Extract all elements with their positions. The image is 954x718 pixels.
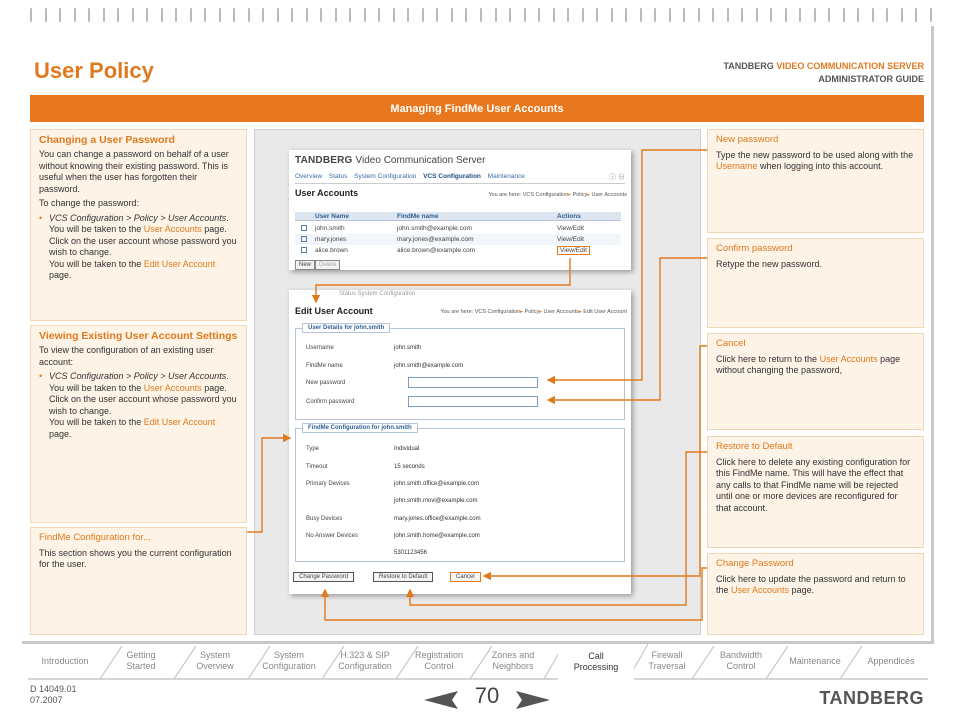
logo-product: Video Communication Server: [355, 155, 486, 166]
step-text: Click on the user account whose password you wish to change.: [49, 394, 237, 416]
user-accounts-link[interactable]: User Accounts: [731, 585, 790, 595]
edit-user-account-screenshot: [289, 290, 631, 594]
step-text: Click on the user account whose password you wish to change.: [49, 235, 237, 257]
panel-text: Click here to delete any existing configuration for this FindMe name. This will have the effect that any calls to that FindMe name will be rejected until one or more devices are reconfigured for that account.: [716, 456, 911, 513]
cell-user: john.smith: [315, 225, 345, 232]
cancel-panel: [707, 333, 924, 430]
crumb-prefix: You are here:: [440, 309, 474, 315]
tab-registration-control[interactable]: [404, 642, 474, 680]
page-navigator: [422, 683, 552, 713]
menu-path: VCS Configuration > Policy > User Accounts: [49, 371, 227, 381]
restore-to-default-button[interactable]: Restore to Default: [373, 572, 433, 582]
text: page without changing the password,: [716, 353, 901, 375]
nav-system-configuration[interactable]: System Configuration: [354, 173, 417, 180]
step-text: You will be taken to the: [49, 417, 142, 427]
no-answer-device-value: 5301123456: [394, 550, 427, 556]
table-header: [295, 212, 621, 221]
step-text: page.: [204, 382, 227, 393]
nav-status[interactable]: Status: [328, 173, 348, 180]
panel-text: To view the configuration of an existing user account:: [39, 345, 214, 367]
new-button[interactable]: New: [295, 260, 315, 270]
col-findme-name[interactable]: FindMe name: [397, 212, 439, 220]
panel-title: Changing a User Password: [39, 134, 175, 146]
text: Click here to return to the: [716, 353, 818, 364]
user-accounts-link[interactable]: User Accounts: [819, 353, 878, 364]
crumb-user-accounts[interactable]: User Accounts: [543, 309, 579, 315]
table-row[interactable]: [295, 245, 621, 256]
delete-button[interactable]: Delete: [315, 260, 340, 270]
timeout-label: Timeout: [306, 464, 328, 470]
text: page.: [791, 585, 815, 595]
row-checkbox[interactable]: [301, 247, 307, 253]
findme-config-panel: [30, 527, 247, 635]
confirm-password-label: Confirm password: [306, 399, 355, 405]
no-answer-devices-label: No Answer Devices: [306, 533, 359, 539]
cell-findme: alice.brown@example.com: [397, 247, 476, 254]
step-text: page.: [49, 428, 72, 439]
change-password-panel: [30, 129, 247, 321]
tab-label: Registration: [414, 650, 464, 660]
tandberg-logo: [295, 155, 485, 166]
panel-text: Retype the new password.: [716, 258, 823, 269]
nav-maintenance[interactable]: Maintenance: [487, 173, 525, 180]
tab-label: Zones and: [491, 650, 535, 660]
tab-label: Appendices: [867, 655, 915, 666]
breadcrumb: You are here: VCS Configuration▸ Policy▸ User Accounts▸ Edit User Account: [440, 309, 627, 315]
cell-findme: john.smith@example.com: [397, 225, 472, 232]
crumb-user-accounts: User Accounts: [591, 192, 627, 198]
tab-getting-started[interactable]: [106, 642, 176, 680]
view-edit-link-highlighted[interactable]: [557, 247, 621, 254]
change-password-info-panel: [707, 553, 924, 635]
step-text: You will be taken to the: [49, 258, 142, 269]
step-text: You will be taken to the: [49, 382, 142, 393]
document-id: [30, 684, 77, 706]
confirm-password-panel: [707, 238, 924, 328]
tab-label: Configuration: [262, 661, 316, 671]
section-banner: Managing FindMe User Accounts: [30, 95, 924, 122]
step-text: page.: [49, 270, 72, 280]
col-actions: Actions: [557, 212, 581, 220]
brand-prefix: TANDBERG: [723, 61, 774, 71]
tab-label: Started: [126, 661, 156, 671]
restore-default-panel: [707, 436, 924, 548]
tab-label: Bandwidth: [719, 650, 763, 660]
step-text: page.: [204, 224, 227, 234]
change-password-button[interactable]: Change Password: [293, 572, 354, 582]
tab-appendices[interactable]: [854, 642, 928, 680]
text: Type the new password to be used along with the: [716, 149, 914, 160]
punct: .: [226, 212, 229, 223]
brand-product: VIDEO COMMUNICATION SERVER: [776, 61, 924, 71]
tab-firewall-traversal[interactable]: [632, 642, 702, 680]
brand-header: [723, 60, 924, 86]
panel-text: You can change a password on behalf of a user without knowing their existing password. This is useful when the user has forgotten their password.: [39, 149, 229, 194]
divider: [295, 183, 625, 184]
step-list-item: [39, 371, 238, 440]
text: when logging into this account.: [760, 161, 884, 171]
tab-bandwidth-control[interactable]: [706, 642, 776, 680]
cell-user: alice.brown: [315, 247, 348, 254]
no-answer-device-value: john.smith.home@example.com: [394, 533, 480, 539]
tab-system-configuration[interactable]: [254, 642, 324, 680]
crumb-policy[interactable]: Policy: [572, 192, 588, 198]
panel-text: [716, 354, 915, 377]
col-user-name[interactable]: User Name: [315, 212, 349, 220]
user-accounts-screenshot: [289, 150, 631, 270]
tab-label: Control: [424, 661, 454, 671]
panel-text: To change the password:: [39, 198, 140, 208]
tab-introduction[interactable]: [28, 642, 102, 680]
doc-id: D 14049.01: [30, 684, 77, 694]
row-checkbox[interactable]: [301, 225, 307, 231]
tab-label: Neighbors: [492, 661, 534, 671]
help-logout-icons[interactable]: [609, 172, 625, 182]
tab-label: Call: [588, 651, 604, 661]
panel-text: This section shows you the current configuration for the user.: [39, 547, 232, 569]
panel-title: Viewing Existing User Account Settings: [39, 330, 238, 342]
panel-text: [716, 150, 915, 173]
logo-bold: TANDBERG: [295, 155, 353, 166]
cell-user: mary.jones: [315, 236, 347, 243]
viewing-settings-panel: [30, 325, 247, 523]
username-label: Username: [306, 345, 334, 351]
type-value: Individual: [394, 446, 420, 452]
tab-label: Configuration: [338, 661, 392, 671]
next-page-icon[interactable]: [516, 691, 550, 709]
crumb-policy[interactable]: Policy: [524, 309, 540, 315]
menu-path: VCS Configuration > Policy > User Accounts: [49, 212, 227, 223]
view-edit-link[interactable]: View/Edit: [557, 246, 590, 255]
edit-user-account-heading: Edit User Account: [295, 306, 373, 316]
table-row[interactable]: [295, 234, 621, 245]
tab-maintenance[interactable]: [780, 642, 850, 680]
main-nav: [295, 173, 530, 180]
user-details-title: User Details for john.smith: [302, 323, 390, 333]
cell-findme: mary.jones@example.com: [397, 236, 474, 243]
tab-call-processing[interactable]: [558, 642, 634, 680]
edit-user-account-link[interactable]: Edit User Account: [143, 417, 216, 427]
user-accounts-link[interactable]: User Accounts: [143, 382, 202, 393]
crumb-prefix: You are here:: [488, 192, 522, 198]
new-password-panel: [707, 129, 924, 233]
user-accounts-heading: User Accounts: [295, 188, 359, 198]
findme-config-title: FindMe Configuration for john.smith: [302, 423, 418, 433]
punct: .: [226, 371, 229, 381]
doc-date: 07.2007: [30, 695, 63, 705]
step-text: You will be taken to the: [49, 224, 142, 234]
tab-label: System: [273, 650, 304, 660]
panel-title: Confirm password: [716, 243, 793, 254]
busy-devices-label: Busy Devices: [306, 516, 343, 522]
page-number: 70: [474, 683, 500, 708]
faded-nav: Status System Configuration: [339, 291, 416, 297]
tab-system-overview[interactable]: [180, 642, 250, 680]
tab-label: System: [199, 650, 230, 660]
step-list-item: [39, 213, 238, 282]
table-row[interactable]: [295, 223, 621, 234]
edit-user-account-link[interactable]: Edit User Account: [143, 258, 216, 269]
page-title: User Policy: [34, 58, 154, 83]
new-password-input[interactable]: [408, 377, 538, 388]
brand-guide: ADMINISTRATOR GUIDE: [818, 74, 924, 84]
busy-device-value: mary.jones.office@example.com: [394, 516, 481, 522]
panel-text: [716, 574, 915, 597]
tab-label: Traversal: [648, 661, 686, 671]
tab-label: Introduction: [41, 655, 89, 666]
tab-h323-sip-configuration[interactable]: [328, 642, 402, 680]
user-details-fieldset: [295, 325, 625, 420]
type-label: Type: [306, 446, 320, 452]
panel-title: Change Password: [716, 558, 794, 569]
help-icon[interactable]: ⓘ: [609, 174, 617, 181]
tab-label: Getting: [126, 650, 156, 660]
crumb-vcs-config[interactable]: VCS Configuration: [474, 309, 521, 315]
section-tabs: [28, 642, 928, 680]
findme-name-value: john.smith@example.com: [394, 363, 464, 369]
panel-title: Cancel: [716, 338, 746, 349]
username-value: john.smith: [394, 345, 422, 351]
panel-title: FindMe Configuration for...: [39, 532, 151, 543]
tandberg-footer-logo: TANDBERG: [819, 688, 924, 708]
tab-label: Maintenance: [789, 655, 841, 666]
new-password-label: New password: [306, 380, 346, 386]
crumb-vcs-config[interactable]: VCS Configuration: [522, 192, 569, 198]
row-checkbox[interactable]: [301, 236, 307, 242]
nav-vcs-configuration[interactable]: VCS Configuration: [423, 173, 481, 180]
primary-device-value: john.smith.office@example.com: [394, 481, 480, 487]
text: Click here to update the password and return to the: [716, 573, 906, 595]
nav-overview[interactable]: Overview: [295, 173, 323, 180]
panel-title: New password: [716, 134, 779, 145]
panel-title: Restore to Default: [716, 441, 793, 452]
breadcrumb: You are here: VCS Configuration▸ Policy▸ User Accounts: [488, 192, 627, 198]
crumb-edit-user-account: Edit User Account: [583, 309, 627, 315]
findme-config-fieldset: [295, 425, 625, 562]
tab-label: Firewall: [651, 650, 683, 660]
tab-label: Control: [726, 661, 756, 671]
view-edit-link[interactable]: View/Edit: [557, 236, 584, 243]
logout-icon[interactable]: ⊖: [618, 174, 625, 181]
timeout-value: 15 seconds: [394, 464, 425, 470]
cancel-button[interactable]: Cancel: [450, 572, 481, 582]
tab-label: Processing: [573, 662, 619, 672]
primary-devices-label: Primary Devices: [306, 481, 350, 487]
previous-page-icon[interactable]: [424, 691, 458, 709]
user-accounts-link[interactable]: User Accounts: [143, 224, 202, 234]
tab-label: H.323 & SIP: [340, 650, 390, 660]
view-edit-link[interactable]: View/Edit: [557, 225, 584, 232]
primary-device-value: john.smith.movi@example.com: [394, 498, 478, 504]
tab-zones-and-neighbors[interactable]: [478, 642, 548, 680]
username-link[interactable]: Username: [716, 161, 758, 171]
findme-name-label: FindMe name: [306, 363, 343, 369]
confirm-password-input[interactable]: [408, 396, 538, 407]
tab-label: Overview: [196, 661, 234, 671]
